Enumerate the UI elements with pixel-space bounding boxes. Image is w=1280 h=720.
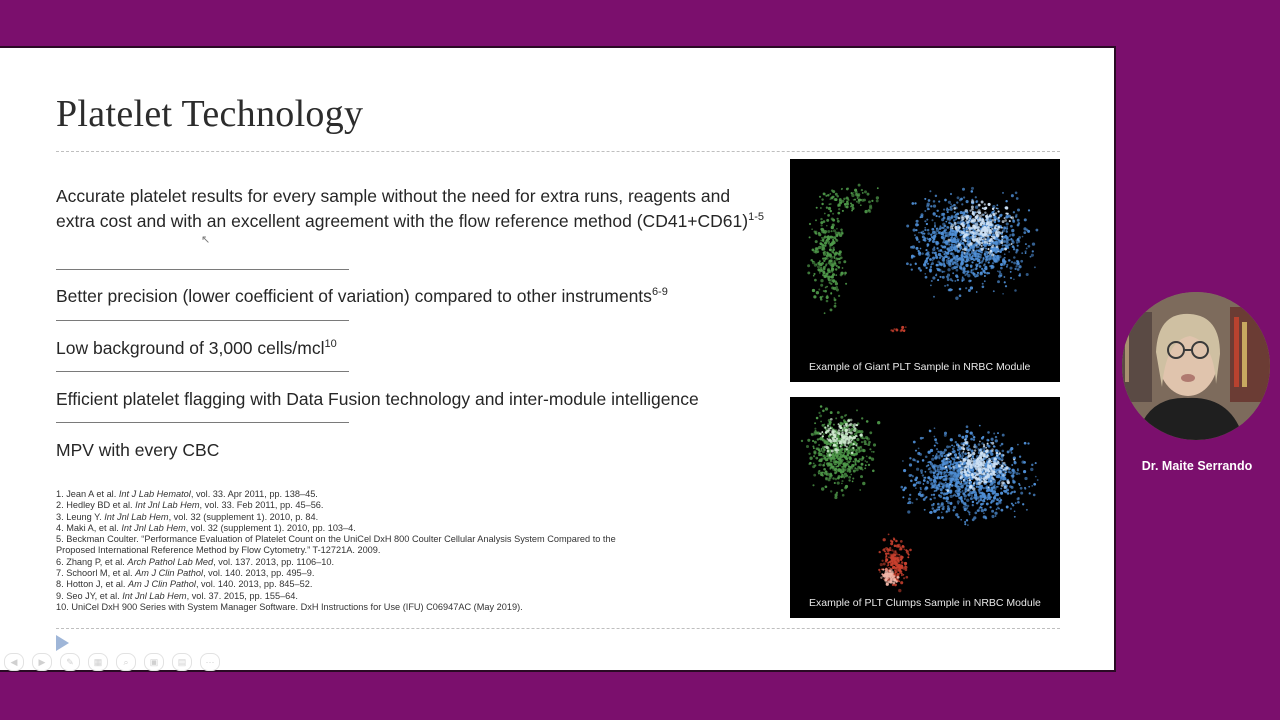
bullet-mpv: MPV with every CBC: [56, 440, 220, 460]
mouse-cursor-icon: ↖: [201, 234, 211, 246]
pen-icon[interactable]: ✎: [60, 653, 80, 671]
video-top-frame: [0, 0, 1280, 46]
zoom-icon[interactable]: ⌕: [116, 653, 136, 671]
presenter-video: [1122, 292, 1270, 440]
bullet-divider: [56, 320, 349, 321]
reference-item: 2. Hedley BD et al. Int Jnl Lab Hem, vol. 33. Feb 2011, pp. 45–56.: [56, 500, 324, 511]
plt-clumps-scatter-image: [790, 397, 1060, 618]
bullet-accuracy: Accurate platelet results for every sample without the need for extra runs, reagents and extra cost and with an excellent agreement with the flow reference method $(CD41+CD61)^{1-5}$: [56, 186, 764, 231]
reference-item: 10. UniCel DxH 900 Series with System Manager Software. DxH Instructions for Use (IFU) C06947AC (May 2019).: [56, 601, 523, 612]
reference-item: Proposed International Reference Method by Flow Cytometry.” T-12721A. 2009.: [56, 545, 381, 556]
reference-item: 5. Beckman Coulter. “Performance Evaluation of Platelet Count on the UniCel DxH 800 Coulter Cellular Analysis System Compared to the: [56, 534, 616, 545]
reference-item: 1. Jean A et al. Int J Lab Hematol, vol. 33. Apr 2011, pp. 138–45.: [56, 489, 318, 499]
slides-grid-icon[interactable]: ▦: [88, 653, 108, 671]
bullet-precision: Better precision (lower coefficient of variation) compared to other instruments$^{6-9}$: [56, 286, 668, 306]
giant-plt-scatter-image: [790, 159, 1060, 382]
subtitles-icon[interactable]: ▤: [172, 653, 192, 671]
bullet-divider: [56, 371, 349, 372]
bullet-divider: [56, 269, 349, 270]
presenter-name: Dr. Maite Serrando: [1141, 459, 1253, 473]
video-icon[interactable]: ▣: [144, 653, 164, 671]
title-divider: [56, 151, 1060, 152]
image-caption: Example of Giant PLT Sample in NRBC Module: [809, 361, 1031, 373]
play-icon[interactable]: [56, 635, 69, 651]
reference-item: 3. Leung Y. Int Jnl Lab Hem, vol. 32 (supplement 1). 2010, p. 84.: [56, 511, 319, 522]
references-list: [56, 489, 616, 613]
reference-item: 8. Hotton J, et al. Am J Clin Pathol, vol. 140. 2013, pp. 845–52.: [56, 579, 313, 590]
bullet-flagging: Efficient platelet flagging with Data Fusion technology and inter-module intelligence: [56, 389, 699, 409]
next-icon[interactable]: ▶: [32, 653, 52, 671]
slide-title: Platelet Technology: [56, 93, 364, 135]
previous-icon[interactable]: ◀: [4, 653, 24, 671]
presentation-slide: [0, 46, 1116, 672]
presenter-avatar: [1122, 292, 1270, 440]
reference-item: 7. Schoorl M, et al. Am J Clin Pathol, vol. 140. 2013, pp. 495–9.: [56, 568, 315, 579]
reference-item: 6. Zhang P, et al. Arch Pathol Lab Med, vol. 137. 2013, pp. 1106–10.: [56, 556, 335, 567]
bullet-divider: [56, 422, 349, 423]
more-options-icon[interactable]: ⋯: [200, 653, 220, 671]
footer-divider: [56, 628, 1060, 629]
reference-item: 9. Seo JY, et al. Int Jnl Lab Hem, vol. 37. 2015, pp. 155–64.: [56, 590, 298, 601]
bullet-background: Low background of 3,000 cells/mcl$^{10}$: [56, 338, 337, 358]
slide-toolbar: [4, 653, 220, 671]
image-caption: Example of PLT Clumps Sample in NRBC Module: [809, 597, 1041, 609]
reference-item: 4. Maki A, et al. Int Jnl Lab Hem, vol. 32 (supplement 1). 2010, pp. 103–4.: [56, 522, 356, 533]
